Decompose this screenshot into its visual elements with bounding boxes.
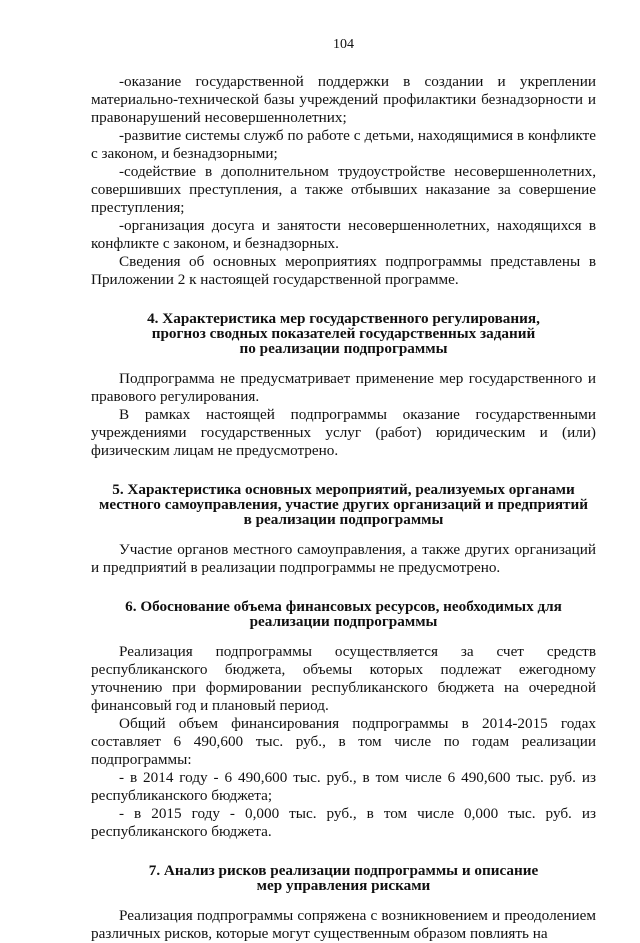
section-7-heading [91, 863, 596, 893]
funding-item-2014: - в 2014 году - 6 490,600 тыс. руб., в том числе 6 490,600 тыс. руб. из республиканского бюджета; [91, 769, 596, 804]
section-6-heading [91, 599, 596, 629]
list-item: -оказание государственной поддержки в создании и укреплении материально-технической базы учреждений профилактики безнадзорности и правонарушений несовершеннолетних; [91, 73, 596, 126]
intro-note: Сведения об основных мероприятиях подпрограммы представлены в Приложении 2 к настоящей государственной программе. [91, 253, 596, 288]
section-6-paragraph: Реализация подпрограммы осуществляется за счет средств республиканского бюджета, объемы которых подлежат ежегодному уточнению при формировании республиканского бюджета на очередной финансовый год и плановый период. [91, 643, 596, 714]
list-item: -развитие системы служб по работе с детьми, находящимися в конфликте с законом, и безнадзорными; [91, 127, 596, 162]
heading-line: прогноз сводных показателей государственных заданий [151, 325, 536, 342]
section-6-paragraph: Общий объем финансирования подпрограммы в 2014-2015 годах составляет 6 490,600 тыс. руб., в том числе по годам реализации подпрограммы: [91, 715, 596, 768]
list-item: -организация досуга и занятости несовершеннолетних, находящихся в конфликте с законом, и безнадзорных. [91, 217, 596, 252]
section-4-paragraph: В рамках настоящей подпрограммы оказание государственными учреждениями государственных услуг (работ) юридическим и (или) физическим лицам не предусмотрено. [91, 406, 596, 459]
heading-line: 4. Характеристика мер государственного регулирования, [147, 310, 540, 327]
funding-item-2015: - в 2015 году - 0,000 тыс. руб., в том числе 0,000 тыс. руб. из республиканского бюджета. [91, 805, 596, 840]
section-4-paragraph: Подпрограмма не предусматривает применение мер государственного и правового регулирования. [91, 370, 596, 405]
heading-line: по реализации подпрограммы [239, 340, 448, 357]
page-number: 104 [333, 37, 354, 52]
section-5-heading [91, 482, 596, 527]
heading-line: местного самоуправления, участие других организаций и предприятий [98, 496, 589, 513]
heading-line: мер управления рисками [256, 877, 431, 894]
heading-line: 7. Анализ рисков реализации подпрограммы и описание [148, 862, 539, 879]
heading-line: реализации подпрограммы [249, 613, 438, 630]
section-7-paragraph: Реализация подпрограммы сопряжена с возникновением и преодолением различных рисков, которые могут существенным образом повлиять на [91, 907, 596, 942]
heading-line: 6. Обоснование объема финансовых ресурсов, необходимых для [125, 598, 562, 615]
list-item: -содействие в дополнительном трудоустройстве несовершеннолетних, совершивших преступления, а также отбывших наказание за совершение преступления; [91, 163, 596, 216]
section-5-paragraph: Участие органов местного самоуправления, а также других организаций и предприятий в реализации подпрограммы не предусмотрено. [91, 541, 596, 576]
section-4-heading [91, 311, 596, 356]
heading-line: в реализации подпрограммы [243, 511, 444, 528]
heading-line: 5. Характеристика основных мероприятий, реализуемых органами [112, 481, 575, 498]
intro-list [91, 73, 596, 289]
